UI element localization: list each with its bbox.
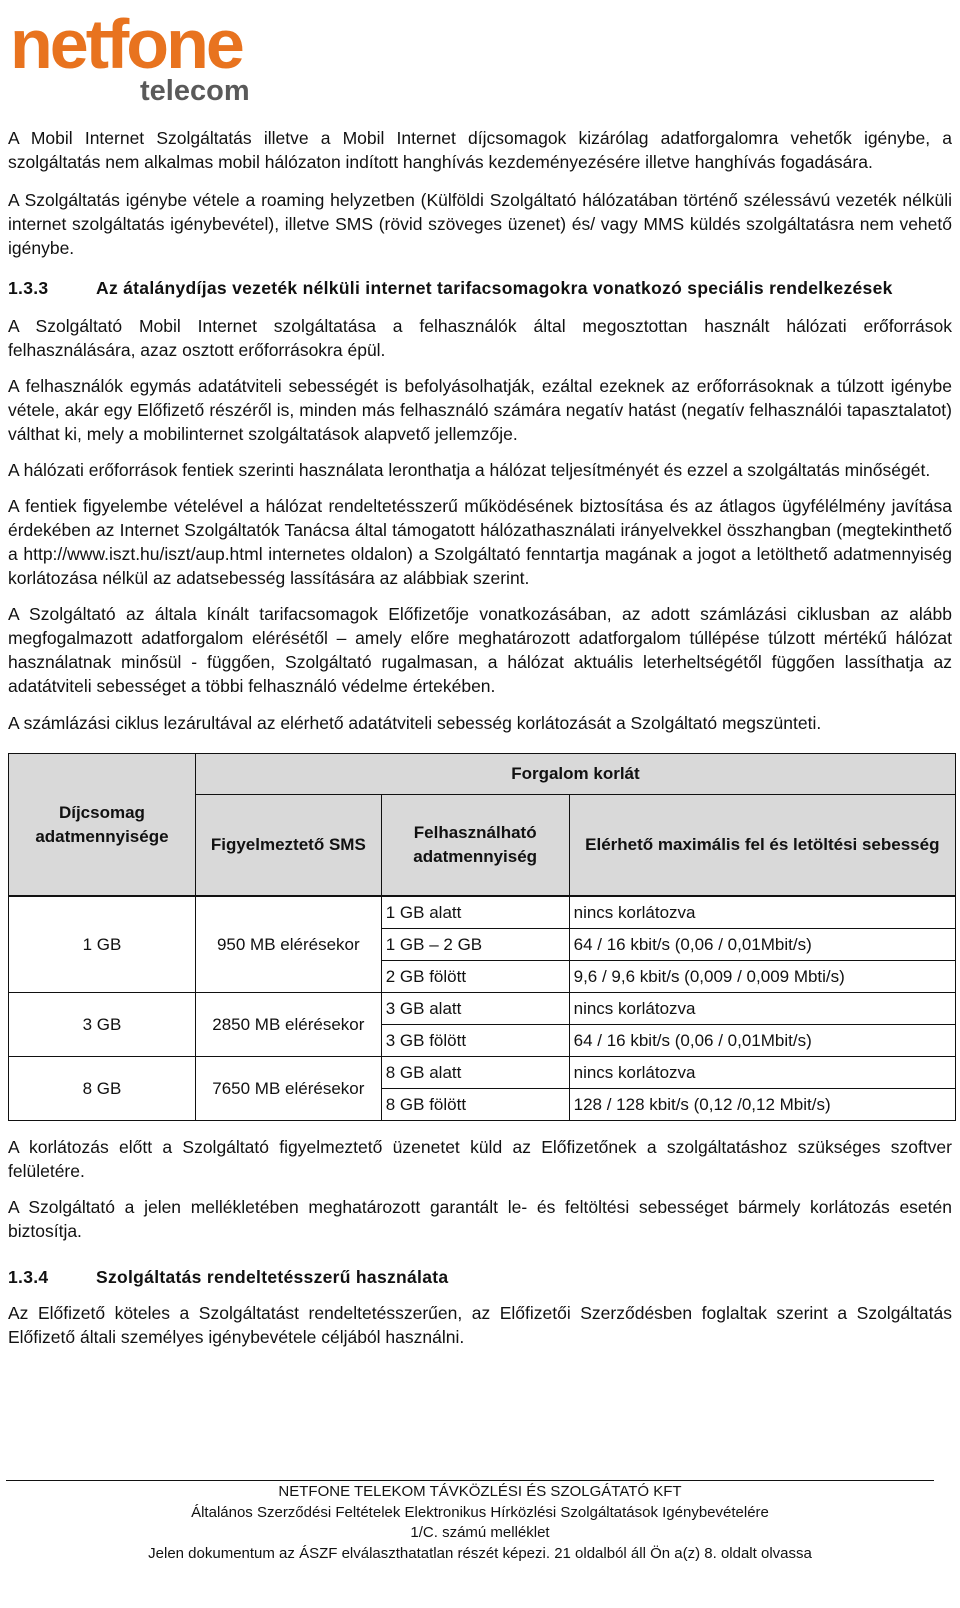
speed-cell: 9,6 / 9,6 kbit/s (0,009 / 0,009 Mbti/s): [569, 961, 955, 993]
page-footer: [0, 1480, 960, 1564]
paragraph-warning-notice: A korlátozás előtt a Szolgáltató figyelmeztető üzenetet küld az Előfizetőnek a szolgáltatáshoz szükséges szoftver felületére.: [8, 1137, 952, 1181]
footer-divider: [6, 1480, 934, 1481]
usage-cell: 1 GB – 2 GB: [381, 929, 569, 961]
traffic-limit-table: [8, 753, 956, 1121]
paragraph-mobile-internet: A Mobil Internet Szolgáltatás illetve a Mobil Internet díjcsomagok kizárólag adatforgalomra vehetők igénybe, a szolgáltatás nem alkalmas mobil hálózaton indított hanghívás kezdeményezésére illetve hanghívás fogadására.: [8, 128, 952, 172]
paragraph-roaming: A Szolgáltatás igénybe vétele a roaming helyzetben (Külföldi Szolgáltató hálózatában történő szélessávú vezeték nélküli internet szolgáltatás igénybevétel), illetve SMS (rövid szöveges üzenet) és/ vagy MMS küldés szolgáltatásra nem vehető igénybe.: [8, 190, 952, 258]
footer-doc-title: Általános Szerződési Feltételek Elektronikus Hírközlési Szolgáltatások Igénybevételére: [191, 1503, 769, 1521]
header-traffic-limit: Forgalom korlát: [195, 754, 955, 795]
package-cell: 1 GB: [9, 897, 196, 993]
section-number: 1.3.4: [8, 1267, 49, 1287]
footer-annex: 1/C. számú melléklet: [410, 1524, 550, 1541]
usage-cell: 1 GB alatt: [381, 897, 569, 929]
speed-cell: 128 / 128 kbit/s (0,12 /0,12 Mbit/s): [569, 1089, 955, 1121]
paragraph-throttling: A Szolgáltató az általa kínált tarifacsomagok Előfizetője vonatkozásában, az adott számlázási ciklusban az alább megfogalmazott adatforgalom elérésétől – amely előre meghatározott adatforgalom túllépése túlzott mértékű hálózat használatnak minősül - függően, Szolgáltató rugalmasan, a hálózat aktuális leterheltségétől függően lassíthatja az adatátviteli sebességet a többi felhasználó védelme értekében.: [8, 604, 952, 696]
section-heading-1-3-4: [8, 1265, 952, 1289]
document-body: [8, 126, 952, 1349]
usage-cell: 8 GB alatt: [381, 1057, 569, 1089]
header-usable-data: Felhasználható adatmennyiség: [381, 795, 569, 896]
paragraph-aup: A fentiek figyelembe vételével a hálózat rendeltetésszerű működésének biztosítása és az átlagos ügyfélélmény javítása érdekében az Internet Szolgáltatók Tanácsa által támogatott hálózathasználati irányelvekkel összhangban (megtekinthető a http://www.iszt.hu/iszt/aup.html internetes oldalon) a Szolgáltató fenntartja magának a jogot a letölthető adatmennyiség korlátozása nélkül az adatsebesség lassítására az alábbiak szerint.: [8, 496, 952, 588]
speed-cell: nincs korlátozva: [569, 1057, 955, 1089]
warning-cell: 2850 MB elérésekor: [195, 993, 381, 1057]
speed-cell: 64 / 16 kbit/s (0,06 / 0,01Mbit/s): [569, 1025, 955, 1057]
package-cell: 3 GB: [9, 993, 196, 1057]
section-number: 1.3.3: [8, 278, 49, 298]
header-warning-sms: Figyelmeztető SMS: [195, 795, 381, 896]
usage-cell: 8 GB fölött: [381, 1089, 569, 1121]
usage-cell: 3 GB alatt: [381, 993, 569, 1025]
footer-company: NETFONE TELEKOM TÁVKÖZLÉSI ÉS SZOLGÁTATÓ KFT: [278, 1483, 682, 1500]
header-max-speed: Elérhető maximális fel és letöltési sebesség: [569, 795, 955, 896]
speed-cell: nincs korlátozva: [569, 897, 955, 929]
header-package: Díjcsomag adatmennyisége: [9, 754, 196, 896]
speed-cell: 64 / 16 kbit/s (0,06 / 0,01Mbit/s): [569, 929, 955, 961]
paragraph-cycle-reset: A számlázási ciklus lezárultával az elérhető adatátviteli sebesség korlátozását a Szolgáltató megszünteti.: [8, 713, 822, 733]
paragraph-guaranteed-speed: A Szolgáltató a jelen mellékletében meghatározott garantált le- és feltöltési sebességet bármely korlátozás esetén biztosítja.: [8, 1197, 952, 1241]
section-title: Szolgáltatás rendeltetésszerű használata: [96, 1267, 449, 1287]
usage-cell: 3 GB fölött: [381, 1025, 569, 1057]
paragraph-intended-use: Az Előfizető köteles a Szolgáltatást rendeltetésszerűen, az Előfizetői Szerződésben foglaltak szerint a Szolgáltatás Előfizető általi személyes igénybevétele céljából használni.: [8, 1303, 952, 1347]
netfone-logo: [6, 2, 258, 106]
paragraph-shared-resources: A Szolgáltató Mobil Internet szolgáltatása a felhasználók által megosztottan használt hálózati erőforrások felhasználására, azaz osztott erőforrásokra épül.: [8, 316, 952, 360]
package-cell: 8 GB: [9, 1057, 196, 1121]
paragraph-network-quality: A hálózati erőforrások fentiek szerinti használata leronthatja a hálózat teljesítményét és ezzel a szolgáltatás minőségét.: [8, 460, 931, 480]
footer-notice: Jelen dokumentum az ÁSZF elválaszthatatlan részét képezi. 21 oldalból áll Ön a(z) 8. oldalt olvassa: [148, 1544, 812, 1562]
section-title: Az átalánydíjas vezeték nélküli internet tarifacsomagokra vonatkozó speciális rendelkezések: [96, 278, 893, 298]
section-heading-1-3-3: [8, 276, 952, 300]
logo-wordmark: netfone: [10, 5, 242, 83]
speed-cell: nincs korlátozva: [569, 993, 955, 1025]
warning-cell: 950 MB elérésekor: [195, 897, 381, 993]
logo-subtitle: telecom: [140, 75, 250, 106]
usage-cell: 2 GB fölött: [381, 961, 569, 993]
warning-cell: 7650 MB elérésekor: [195, 1057, 381, 1121]
paragraph-user-impact: A felhasználók egymás adatátviteli sebességét is befolyásolhatják, ezáltal ezeknek az erőforrásoknak a túlzott igénybe vétele, akár egy Előfizető részéről is, minden más felhasználó számára negatív hatást (negatív felhasználói tapasztalatot) válthat ki, mely a mobilinternet szolgáltatások alapvető jellemzője.: [8, 376, 952, 444]
